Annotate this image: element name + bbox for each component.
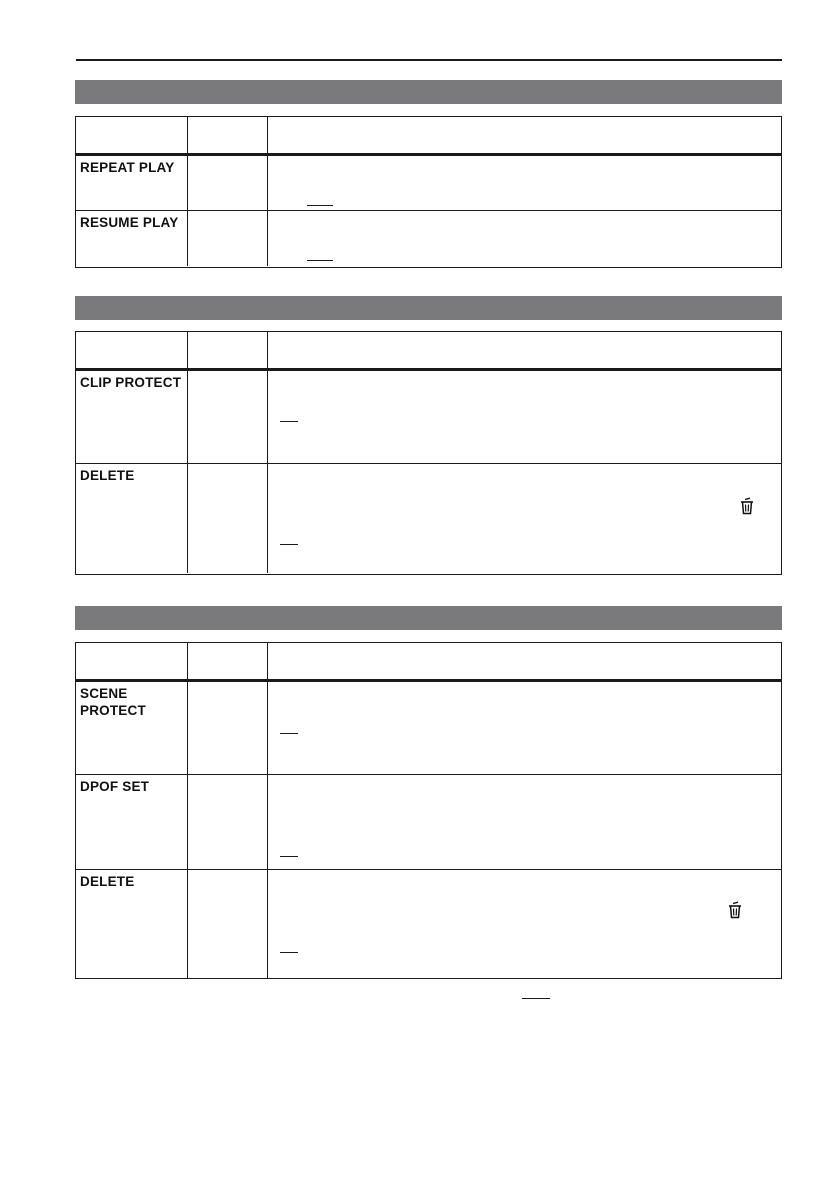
item-label: DELETE (80, 874, 135, 889)
setting-cell (188, 211, 268, 266)
description-cell (268, 371, 781, 463)
header-cell (76, 117, 188, 153)
item-cell (76, 464, 188, 573)
table-header-row (76, 643, 781, 680)
header-cell (76, 332, 188, 368)
setting-cell (188, 870, 268, 978)
description-cell (268, 156, 781, 210)
item-label: DPOF SET (80, 779, 150, 794)
default-underline (280, 856, 298, 857)
item-label: CLIP PROTECT (80, 375, 182, 390)
item-cell (76, 156, 188, 210)
table-header-row (76, 117, 781, 154)
setting-cell (188, 775, 268, 869)
table-row (76, 154, 781, 210)
default-underline (307, 260, 333, 261)
top-rule (76, 59, 782, 61)
description-cell (268, 682, 781, 774)
footnote-underline (522, 998, 550, 999)
item-cell (76, 211, 188, 266)
default-underline (280, 421, 298, 422)
header-cell (268, 643, 781, 679)
item-cell (76, 775, 188, 869)
header-cell (188, 643, 268, 679)
trash-icon (727, 901, 743, 919)
default-underline (307, 205, 333, 206)
header-cell (268, 332, 781, 368)
menu-table (75, 116, 782, 268)
table-row (76, 774, 781, 869)
header-cell (188, 117, 268, 153)
description-cell (268, 870, 781, 978)
table-row (76, 210, 781, 266)
item-label: SCENE PROTECT (80, 686, 146, 718)
item-label: REPEAT PLAY (80, 160, 175, 175)
header-cell (268, 117, 781, 153)
header-cell (76, 643, 188, 679)
item-cell (76, 682, 188, 774)
table-row (76, 463, 781, 573)
default-underline (280, 733, 298, 734)
menu-table (75, 642, 782, 979)
setting-cell (188, 464, 268, 573)
menu-table (75, 331, 782, 575)
section-header-bar (75, 606, 782, 630)
default-underline (280, 544, 298, 545)
section-header-bar (75, 80, 782, 104)
item-cell (76, 870, 188, 978)
setting-cell (188, 371, 268, 463)
table-row (76, 869, 781, 978)
description-cell (268, 211, 781, 266)
item-label: DELETE (80, 468, 135, 483)
setting-cell (188, 682, 268, 774)
table-header-row (76, 332, 781, 369)
setting-cell (188, 156, 268, 210)
item-label: RESUME PLAY (80, 215, 179, 230)
section-header-bar (75, 296, 782, 320)
item-cell (76, 371, 188, 463)
header-cell (188, 332, 268, 368)
default-underline (280, 952, 298, 953)
description-cell (268, 775, 781, 869)
table-row (76, 680, 781, 774)
trash-icon (739, 497, 755, 515)
description-cell (268, 464, 781, 573)
table-row (76, 369, 781, 463)
